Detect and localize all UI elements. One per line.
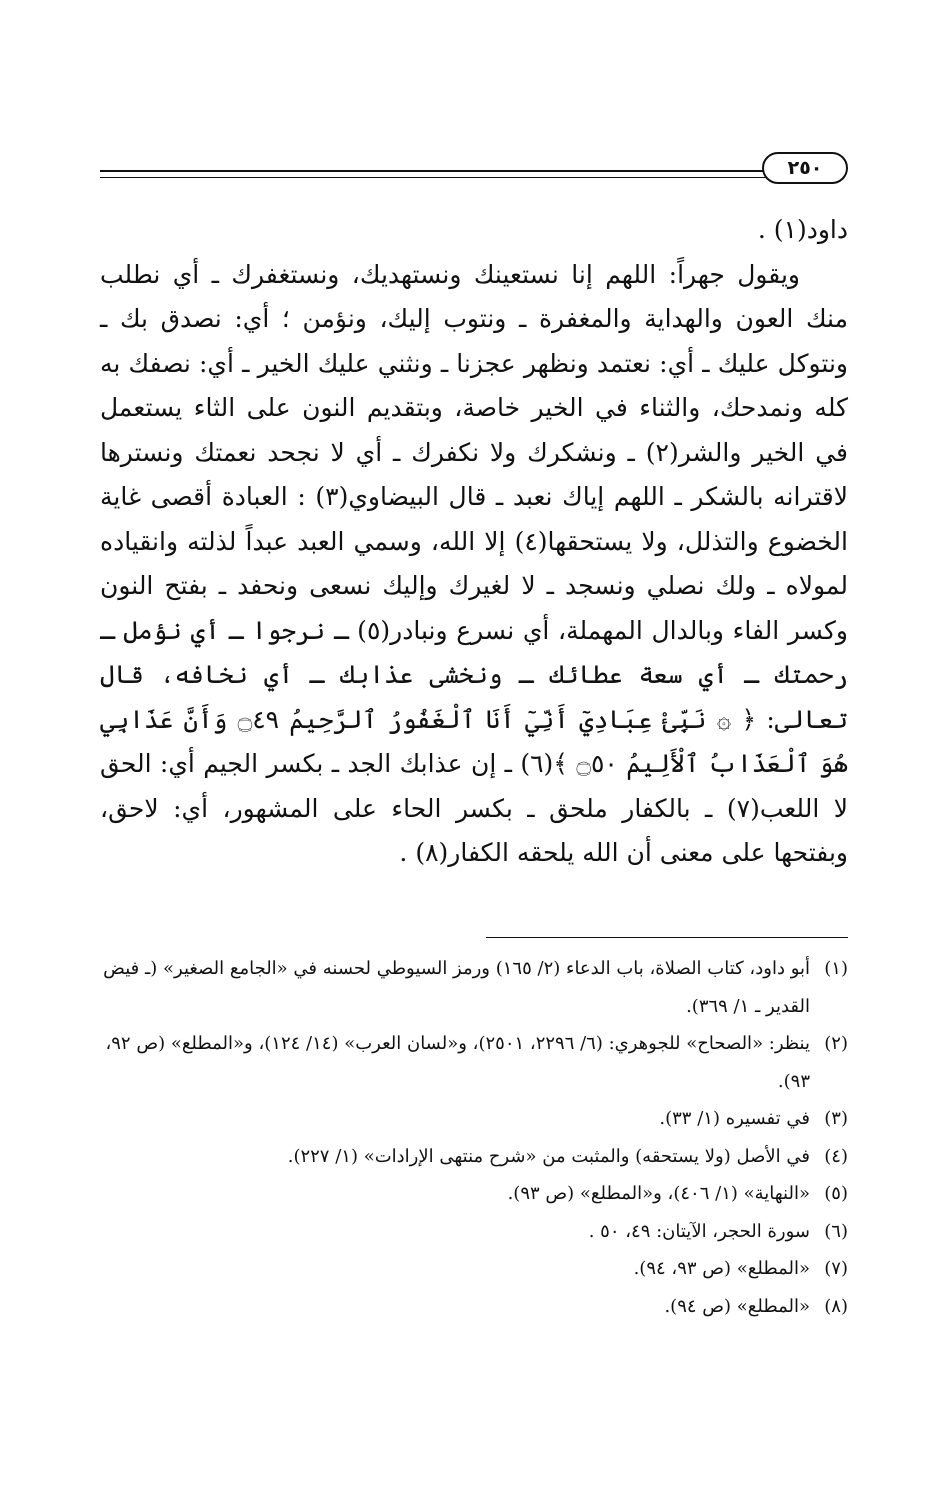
- footnote-number: (٢): [824, 1033, 848, 1054]
- footnote-number: (١): [824, 958, 848, 979]
- footnote-number: (٧): [824, 1258, 848, 1279]
- footnote-separator: [486, 937, 848, 938]
- footnote-text: «المطلع» (ص ٩٣، ٩٤).: [633, 1258, 810, 1279]
- paragraph-dua-qunut: ويقول جهراً: اللهم إنا نستعينك ونستهديك، ونستغفرك ـ أي نطلب منك العون والهداية والمغفرة ـ ونتوب إليك، ونؤمن ؛ أي: نصدق بك ـ ونتوكل عليك ـ أي: نعتمد ونظهر عجزنا ـ ونثني عليك الخير ـ أي: نصفك به كله ونمدحك، والثناء في الخير خاصة، وبتقديم النون على الثاء يستعمل في الخير والشر(٢) ـ ونشكرك ولا نكفرك ـ أي لا نجحد نعمتك ونسترها لاقترانه بالشكر ـ اللهم إياك نعبد ـ قال البيضاوي(٣) : العبادة أقصى غاية الخضوع والتذلل، ولا يستحقها(٤) إلا الله، وسمي العبد عبداً لذلته وانقياده لمولاه ـ ولك نصلي ونسجد ـ لا لغيرك وإليك نسعى ونحفد ـ بفتح النون وكسر الفاء وبالدال المهملة، أي نسرع ونبادر(٥) ـ نرجوا ـ أي نؤمل ـ رحمتك ـ أي سعة عطائك ـ ونخشى عذابك ـ أي نخافه، قال تعالى: ﴿ ۞ نَبِّئْ عِبَادِيٓ أَنِّيٓ أَنَا ٱلْغَفُورُ ٱلرَّحِيمُ ۝٤٩ وَأَنَّ عَذَابِي هُوَ ٱلْعَذَابُ ٱلْأَلِيمُ ۝٥٠ ﴾(٦) ـ إن عذابك الجد ـ بكسر الجيم أي: الحق لا اللعب(٧) ـ بالكفار ملحق ـ بكسر الحاء على المشهور، أي: لاحق، وبفتحها على معنى أن الله يلحقه الكفار(٨) .: [100, 259, 849, 867]
- footnote-text: «النهاية» (١/ ٤٠٦)، و«المطلع» (ص ٩٣).: [507, 1183, 810, 1204]
- footnote: [100, 1288, 848, 1326]
- footnote-text: «المطلع» (ص ٩٤).: [664, 1295, 810, 1317]
- footnote: [100, 1213, 848, 1251]
- footnote: [100, 1100, 848, 1138]
- footnotes: [100, 950, 848, 1325]
- footnote-text: أبو داود، كتاب الصلاة، باب الدعاء (٢/ ١٦٥) ورمز السيوطي لحسنه في «الجامع الصغير» (ـ فيض القدير ـ ١/ ٣٦٩).: [103, 958, 810, 1017]
- footnote: [100, 1138, 848, 1176]
- footnote-number: (٥): [824, 1183, 848, 1204]
- footnote-text: في تفسيره (١/ ٣٣).: [659, 1108, 810, 1129]
- footnote-text: سورة الحجر، الآيتان: ٤٩، ٥٠ .: [588, 1220, 810, 1242]
- footnote-text: في الأصل (ولا يستحقه) والمثبت من «شرح منتهى الإرادات» (١/ ٢٢٧).: [287, 1145, 810, 1167]
- page-header: [100, 152, 848, 186]
- footnote-number: (٣): [824, 1108, 848, 1129]
- footnote: [100, 1250, 848, 1288]
- footnote-number: (٤): [824, 1145, 848, 1167]
- footnote-text: ينظر: «الصحاح» للجوهري: (٦/ ٢٢٩٦، ٢٥٠١)، و«لسان العرب» (١٤/ ١٢٤)، و«المطلع» (ص ٩٢، ٩٣).: [105, 1033, 810, 1092]
- footnote-number: (٨): [824, 1295, 848, 1317]
- paragraph-continuation: داود(١) .: [757, 215, 848, 244]
- page-number: ٢٥٠: [762, 152, 848, 184]
- footnote-number: (٦): [824, 1220, 848, 1242]
- header-rule: [100, 170, 766, 172]
- footnote: [100, 1025, 848, 1100]
- main-text: [100, 208, 848, 876]
- footnote: [100, 1175, 848, 1213]
- header-rule-thin: [100, 177, 766, 178]
- footnote: [100, 950, 848, 1025]
